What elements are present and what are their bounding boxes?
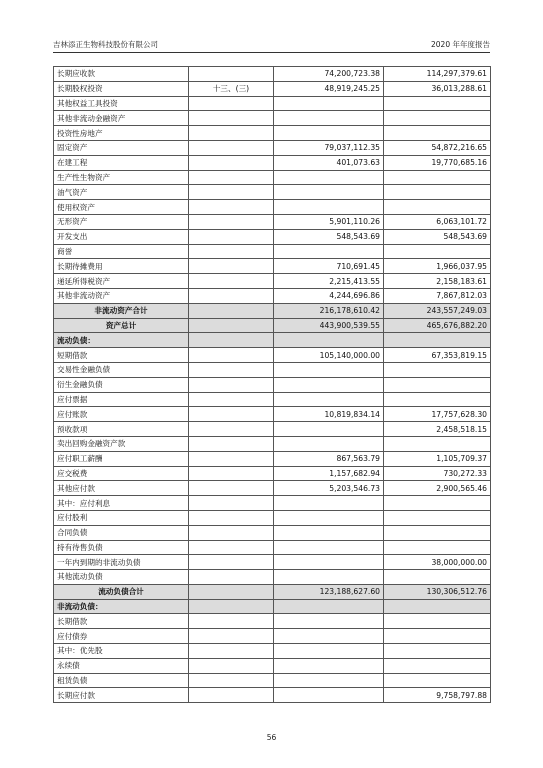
row-note [189, 540, 274, 555]
current-period-value [274, 126, 384, 141]
table-row [54, 288, 491, 303]
row-label: 资产总计 [54, 318, 189, 333]
prior-period-value: 730,272.33 [384, 466, 491, 481]
table-row [54, 348, 491, 363]
prior-period-value [384, 525, 491, 540]
prior-period-value: 38,000,000.00 [384, 555, 491, 570]
current-period-value: 123,188,627.60 [274, 584, 384, 599]
row-note: 十三、(三) [189, 81, 274, 96]
row-label: 应付职工薪酬 [54, 451, 189, 466]
row-label: 开发支出 [54, 229, 189, 244]
row-note [189, 599, 274, 614]
table-row [54, 496, 491, 511]
table-row [54, 200, 491, 215]
row-label: 永续债 [54, 658, 189, 673]
row-label: 生产性生物资产 [54, 170, 189, 185]
prior-period-value [384, 392, 491, 407]
row-label: 应付股利 [54, 510, 189, 525]
row-note [189, 644, 274, 659]
prior-period-value: 130,306,512.76 [384, 584, 491, 599]
current-period-value: 4,244,696.86 [274, 288, 384, 303]
row-label: 其中：应付利息 [54, 496, 189, 511]
row-label: 使用权资产 [54, 200, 189, 215]
row-note [189, 510, 274, 525]
row-label: 应付票据 [54, 392, 189, 407]
prior-period-value [384, 333, 491, 348]
row-note [189, 496, 274, 511]
prior-period-value: 2,900,565.46 [384, 481, 491, 496]
current-period-value [274, 185, 384, 200]
table-row [54, 555, 491, 570]
row-note [189, 466, 274, 481]
row-label: 应交税费 [54, 466, 189, 481]
current-period-value [274, 525, 384, 540]
table-row [54, 333, 491, 348]
current-period-value [274, 436, 384, 451]
current-period-value [274, 540, 384, 555]
table-row [54, 67, 491, 82]
table-row [54, 436, 491, 451]
table-row [54, 377, 491, 392]
row-note [189, 318, 274, 333]
row-note [189, 570, 274, 585]
row-note [189, 614, 274, 629]
row-note [189, 111, 274, 126]
prior-period-value: 1,966,037.95 [384, 259, 491, 274]
table-row [54, 140, 491, 155]
row-note [189, 362, 274, 377]
row-note [189, 407, 274, 422]
prior-period-value: 19,770,685.16 [384, 155, 491, 170]
prior-period-value: 17,757,628.30 [384, 407, 491, 422]
row-label: 流动负债合计 [54, 584, 189, 599]
table-row [54, 318, 491, 333]
prior-period-value [384, 170, 491, 185]
current-period-value: 443,900,539.55 [274, 318, 384, 333]
current-period-value [274, 377, 384, 392]
table-row [54, 229, 491, 244]
row-label: 商誉 [54, 244, 189, 259]
row-note [189, 214, 274, 229]
prior-period-value [384, 362, 491, 377]
current-period-value: 710,691.45 [274, 259, 384, 274]
prior-period-value [384, 436, 491, 451]
table-row [54, 126, 491, 141]
current-period-value: 79,037,112.35 [274, 140, 384, 155]
prior-period-value: 114,297,379.61 [384, 67, 491, 82]
prior-period-value [384, 111, 491, 126]
prior-period-value [384, 96, 491, 111]
table-row [54, 451, 491, 466]
row-label: 衍生金融负债 [54, 377, 189, 392]
current-period-value: 5,901,110.26 [274, 214, 384, 229]
current-period-value: 10,819,834.14 [274, 407, 384, 422]
table-row [54, 259, 491, 274]
row-note [189, 688, 274, 703]
current-period-value [274, 111, 384, 126]
row-label: 长期借款 [54, 614, 189, 629]
current-period-value [274, 244, 384, 259]
table-row [54, 466, 491, 481]
row-note [189, 392, 274, 407]
row-label: 长期应付款 [54, 688, 189, 703]
prior-period-value: 548,543.69 [384, 229, 491, 244]
table-row [54, 481, 491, 496]
row-note [189, 451, 274, 466]
table-row [54, 303, 491, 318]
prior-period-value: 67,353,819.15 [384, 348, 491, 363]
table-row [54, 584, 491, 599]
row-note [189, 481, 274, 496]
table-row [54, 96, 491, 111]
row-label: 固定资产 [54, 140, 189, 155]
prior-period-value: 9,758,797.88 [384, 688, 491, 703]
current-period-value: 216,178,610.42 [274, 303, 384, 318]
table-row [54, 185, 491, 200]
row-note [189, 274, 274, 289]
prior-period-value: 465,676,882.20 [384, 318, 491, 333]
table-row [54, 614, 491, 629]
row-label: 流动负债： [54, 333, 189, 348]
row-label: 应付债券 [54, 629, 189, 644]
current-period-value [274, 570, 384, 585]
current-period-value [274, 96, 384, 111]
current-period-value: 2,215,413.55 [274, 274, 384, 289]
row-note [189, 96, 274, 111]
row-label: 油气资产 [54, 185, 189, 200]
row-label: 非流动资产合计 [54, 303, 189, 318]
prior-period-value: 1,105,709.37 [384, 451, 491, 466]
prior-period-value [384, 570, 491, 585]
row-label: 长期股权投资 [54, 81, 189, 96]
table-row [54, 525, 491, 540]
row-label: 其中：优先股 [54, 644, 189, 659]
report-title: 2020 年年度报告 [431, 40, 490, 49]
table-row [54, 422, 491, 437]
current-period-value [274, 392, 384, 407]
prior-period-value [384, 658, 491, 673]
row-label: 其他应付款 [54, 481, 189, 496]
prior-period-value [384, 644, 491, 659]
table-row [54, 111, 491, 126]
prior-period-value [384, 496, 491, 511]
row-label: 其他权益工具投资 [54, 96, 189, 111]
prior-period-value: 54,872,216.65 [384, 140, 491, 155]
row-note [189, 422, 274, 437]
current-period-value [274, 658, 384, 673]
row-label: 合同负债 [54, 525, 189, 540]
prior-period-value [384, 599, 491, 614]
prior-period-value [384, 126, 491, 141]
row-note [189, 155, 274, 170]
table-row [54, 658, 491, 673]
row-label: 卖出回购金融资产款 [54, 436, 189, 451]
table-row [54, 570, 491, 585]
row-note [189, 229, 274, 244]
table-row [54, 644, 491, 659]
row-note [189, 67, 274, 82]
row-note [189, 525, 274, 540]
prior-period-value: 6,063,101.72 [384, 214, 491, 229]
table-row [54, 629, 491, 644]
current-period-value [274, 170, 384, 185]
row-note [189, 303, 274, 318]
current-period-value [274, 629, 384, 644]
row-note [189, 377, 274, 392]
prior-period-value: 36,013,288.61 [384, 81, 491, 96]
row-label: 预收款项 [54, 422, 189, 437]
row-note [189, 348, 274, 363]
row-label: 其他流动负债 [54, 570, 189, 585]
prior-period-value [384, 377, 491, 392]
current-period-value [274, 200, 384, 215]
table-row [54, 214, 491, 229]
current-period-value: 867,563.79 [274, 451, 384, 466]
current-period-value: 401,073.63 [274, 155, 384, 170]
current-period-value [274, 362, 384, 377]
table-row [54, 362, 491, 377]
current-period-value [274, 614, 384, 629]
row-label: 其他非流动资产 [54, 288, 189, 303]
table-row [54, 81, 491, 96]
row-note [189, 673, 274, 688]
current-period-value [274, 644, 384, 659]
row-label: 长期待摊费用 [54, 259, 189, 274]
row-label: 持有待售负债 [54, 540, 189, 555]
prior-period-value [384, 540, 491, 555]
prior-period-value [384, 614, 491, 629]
row-label: 无形资产 [54, 214, 189, 229]
table-row [54, 688, 491, 703]
row-label: 应付账款 [54, 407, 189, 422]
row-label: 长期应收款 [54, 67, 189, 82]
table-row [54, 407, 491, 422]
row-note [189, 259, 274, 274]
row-label: 递延所得税资产 [54, 274, 189, 289]
prior-period-value: 2,458,518.15 [384, 422, 491, 437]
row-note [189, 658, 274, 673]
current-period-value: 74,200,723.38 [274, 67, 384, 82]
row-label: 投资性房地产 [54, 126, 189, 141]
current-period-value [274, 599, 384, 614]
table-row [54, 155, 491, 170]
balance-sheet-table [53, 66, 491, 703]
current-period-value: 1,157,682.94 [274, 466, 384, 481]
current-period-value [274, 555, 384, 570]
current-period-value [274, 673, 384, 688]
row-note [189, 629, 274, 644]
current-period-value [274, 688, 384, 703]
page-number: 56 [266, 733, 277, 742]
current-period-value: 48,919,245.25 [274, 81, 384, 96]
current-period-value [274, 510, 384, 525]
row-note [189, 185, 274, 200]
table-row [54, 599, 491, 614]
prior-period-value [384, 510, 491, 525]
current-period-value [274, 496, 384, 511]
row-note [189, 584, 274, 599]
row-label: 在建工程 [54, 155, 189, 170]
table-row [54, 392, 491, 407]
table-row [54, 540, 491, 555]
header-divider [53, 52, 490, 53]
row-note [189, 555, 274, 570]
page-header [53, 39, 490, 53]
prior-period-value: 7,867,812.03 [384, 288, 491, 303]
row-note [189, 140, 274, 155]
table-row [54, 673, 491, 688]
table-row [54, 244, 491, 259]
current-period-value: 5,203,546.73 [274, 481, 384, 496]
current-period-value [274, 333, 384, 348]
table-row [54, 170, 491, 185]
row-note [189, 244, 274, 259]
prior-period-value [384, 629, 491, 644]
company-name: 吉林添正生物科技股份有限公司 [53, 40, 158, 49]
row-note [189, 288, 274, 303]
row-label: 交易性金融负债 [54, 362, 189, 377]
row-note [189, 200, 274, 215]
prior-period-value [384, 244, 491, 259]
row-note [189, 436, 274, 451]
row-label: 非流动负债： [54, 599, 189, 614]
row-note [189, 333, 274, 348]
prior-period-value [384, 673, 491, 688]
current-period-value: 105,140,000.00 [274, 348, 384, 363]
row-label: 短期借款 [54, 348, 189, 363]
table-row [54, 274, 491, 289]
table-row [54, 510, 491, 525]
prior-period-value [384, 185, 491, 200]
prior-period-value [384, 200, 491, 215]
prior-period-value: 243,557,249.03 [384, 303, 491, 318]
prior-period-value: 2,158,183.61 [384, 274, 491, 289]
row-label: 租赁负债 [54, 673, 189, 688]
row-label: 一年内到期的非流动负债 [54, 555, 189, 570]
row-label: 其他非流动金融资产 [54, 111, 189, 126]
current-period-value [274, 422, 384, 437]
row-note [189, 126, 274, 141]
row-note [189, 170, 274, 185]
current-period-value: 548,543.69 [274, 229, 384, 244]
